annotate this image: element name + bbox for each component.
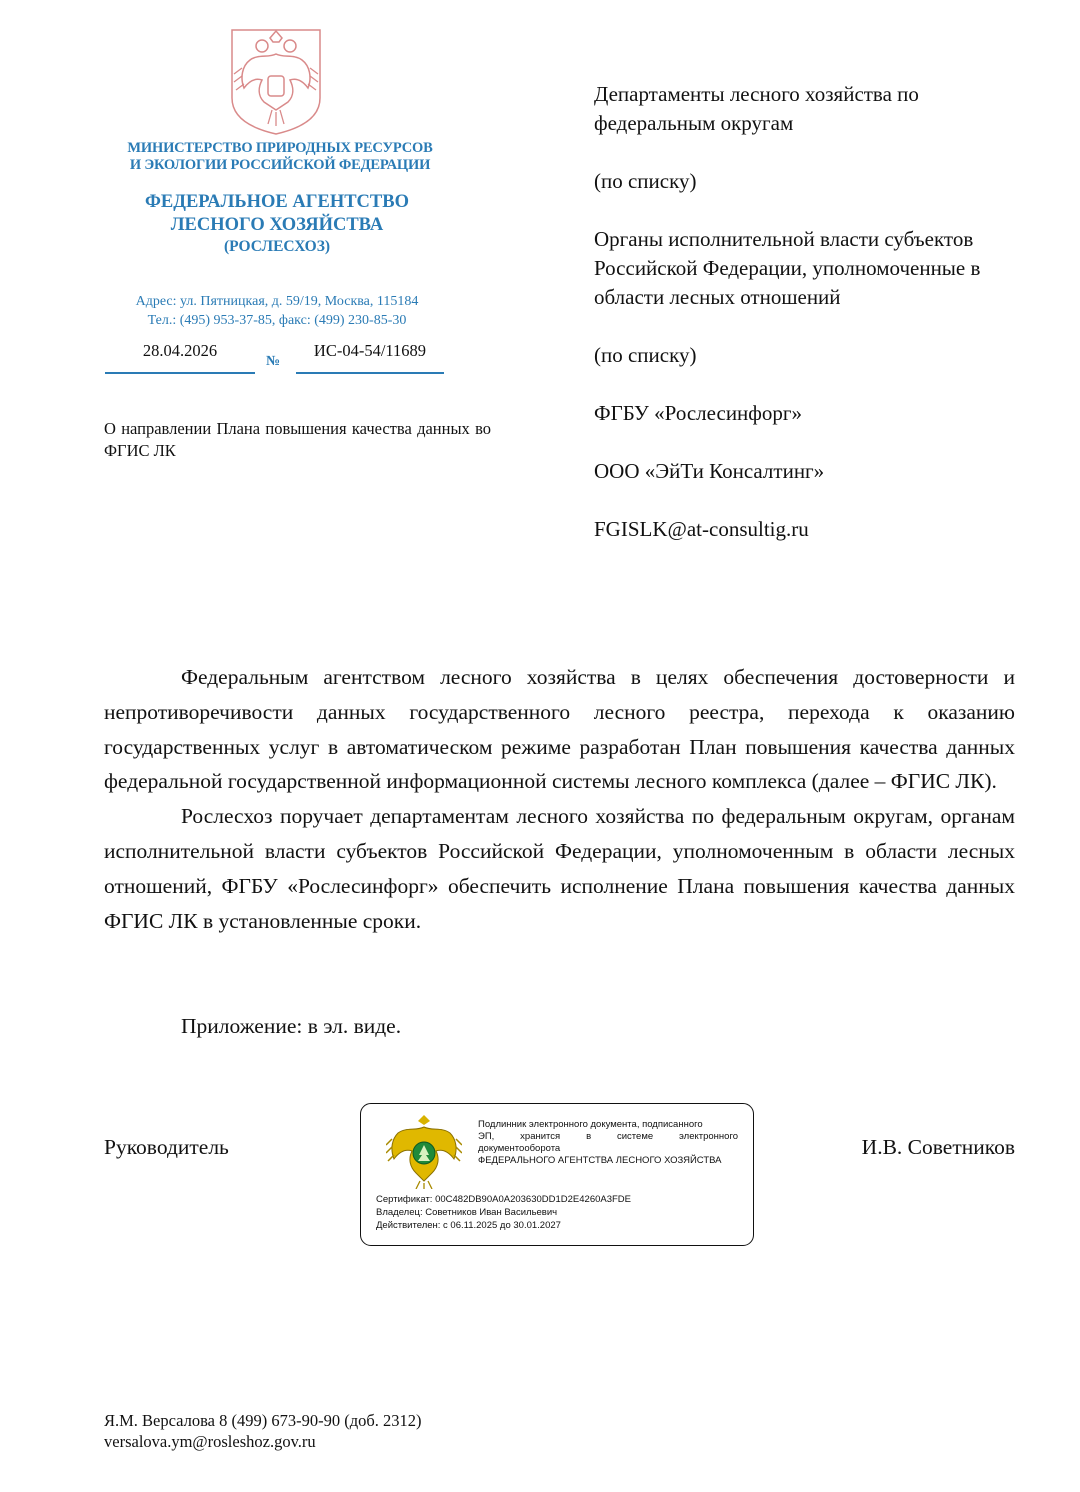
addressee-item: (по списку) <box>594 169 697 193</box>
body-paragraph-2: Рослесхоз поручает департаментам лесного хозяйства по федеральным округам, органам исполнительной власти субъектов Российской Федерации, уполномоченным в области лесных отношений, ФГБУ «Рослесинфорг» обеспечить исполнение Плана повышения качества данных ФГИС ЛК в установленные сроки. <box>104 804 1015 933</box>
number-underline <box>296 372 444 374</box>
letter-subject: О направлении Плана повышения качества данных во ФГИС ЛК <box>104 419 491 460</box>
certificate-details <box>376 1193 736 1232</box>
stamp-legend-line: документооборота <box>478 1143 561 1154</box>
signer-name: И.В. Советников <box>861 1135 1015 1159</box>
registration-date: 28.04.2026 <box>142 341 218 360</box>
phone-fax-line: Тел.: (495) 953-37-85, факс: (499) 230-85-30 <box>147 313 407 328</box>
body-paragraph-1: Федеральным агентством лесного хозяйства в целях обеспечения достоверности и непротиворечивости данных государственного лесного реестра, перехода к оказанию государственных услуг в автоматическом режиме разработан План повышения качества данных федеральной государственной информационной системы лесного комплекса (далее – ФГИС ЛК). <box>104 665 1015 794</box>
registration-number: ИС-04-54/11689 <box>313 341 427 360</box>
agency-abbreviation: (РОСЛЕСХОЗ) <box>223 238 331 255</box>
agency-name <box>100 191 454 257</box>
addressee-email: FGISLK@at-consultig.ru <box>594 517 809 541</box>
addressee-item: Департаменты лесного хозяйства по федеральным округам <box>594 82 919 135</box>
russian-coat-of-arms-icon <box>228 28 324 136</box>
ministry-line-1: МИНИСТЕРСТВО ПРИРОДНЫХ РЕСУРСОВ <box>127 140 433 156</box>
executor-contact <box>104 1410 422 1452</box>
stamp-legend-line: ФЕДЕРАЛЬНОГО АГЕНТСТВА ЛЕСНОГО ХОЗЯЙСТВА <box>478 1155 722 1166</box>
addressee-item: ООО «ЭйТи Консалтинг» <box>594 459 825 483</box>
addressee-block <box>594 80 1024 544</box>
stamp-legend-line: Подлинник электронного документа, подписанного <box>478 1119 703 1130</box>
certificate-owner: Владелец: Советников Иван Васильевич <box>376 1207 558 1218</box>
letter-body <box>104 660 1015 938</box>
stamp-legend <box>478 1119 738 1167</box>
stamp-legend-line: ЭП, хранится в системе электронного <box>478 1131 738 1142</box>
addressee-item: (по списку) <box>594 343 697 367</box>
certificate-validity: Действителен: с 06.11.2025 до 30.01.2027 <box>376 1220 561 1231</box>
number-sign: № <box>266 354 281 369</box>
executor-name-phone: Я.М. Версалова 8 (499) 673-90-90 (доб. 2312) <box>104 1411 422 1430</box>
forestry-agency-emblem-icon <box>386 1109 462 1189</box>
electronic-signature-stamp <box>360 1103 754 1246</box>
ministry-name <box>100 140 460 174</box>
addressee-item: ФГБУ «Рослесинфорг» <box>594 401 803 425</box>
agency-line-1: ФЕДЕРАЛЬНОЕ АГЕНТСТВО <box>145 192 409 212</box>
attachment-note: Приложение: в эл. виде. <box>181 1014 402 1038</box>
address-line: Адрес: ул. Пятницкая, д. 59/19, Москва, 115184 <box>135 294 419 309</box>
agency-line-2: ЛЕСНОГО ХОЗЯЙСТВА <box>170 215 384 235</box>
date-underline <box>105 372 255 374</box>
ministry-line-2: И ЭКОЛОГИИ РОССИЙСКОЙ ФЕДЕРАЦИИ <box>129 157 431 173</box>
executor-email: versalova.ym@rosleshoz.gov.ru <box>104 1432 316 1451</box>
certificate-number: Сертификат: 00C482DB90A0A203630DD1D2E4260A3FDE <box>376 1194 632 1205</box>
agency-address <box>80 292 474 330</box>
addressee-item: Органы исполнительной власти субъектов Российской Федерации, уполномоченные в области лесных отношений <box>594 227 981 309</box>
signer-position: Руководитель <box>104 1135 229 1159</box>
